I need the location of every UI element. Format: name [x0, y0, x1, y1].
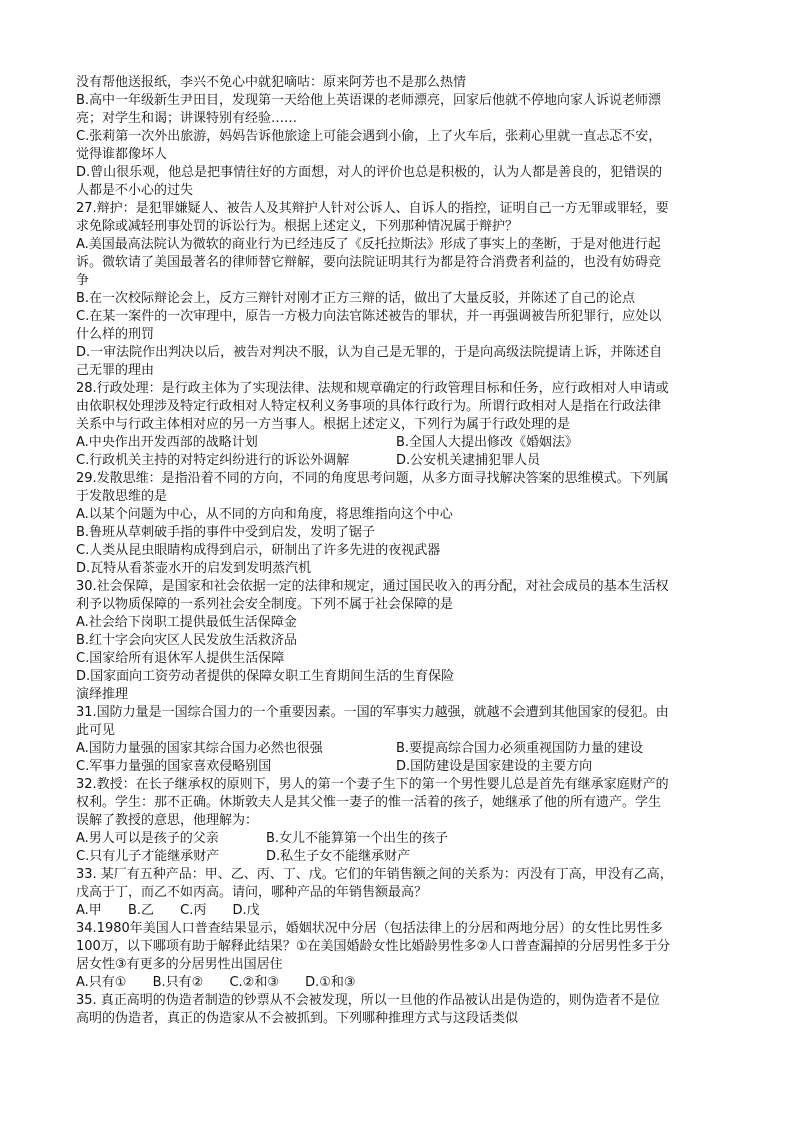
option-row	[76, 434, 720, 452]
text-line: B.鲁班从草刺破手指的事件中受到启发，发明了锯子	[76, 525, 376, 540]
text-line: 诉。微软请了美国最著名的律师替它辩解，要向法院证明其行为都是符合消费者利益的，也没有妨碍竞	[76, 255, 662, 270]
question-28: 28.行政处理：是行政主体为了实现法律、法规和规章确定的行政管理目标和任务，应行政相对人申请或	[76, 381, 669, 396]
option-d: D.戊	[232, 903, 260, 918]
question-32: 32.教授：在长子继承权的原则下，男人的第一个妻子生下的第一个男性婴儿总是首先有继承家庭财产的	[76, 777, 669, 792]
text-line: C.张莉第一次外出旅游，妈妈告诉他旅途上可能会遇到小偷，上了火车后，张莉心里就一直忐忑不安，	[76, 129, 662, 144]
document-page	[76, 74, 720, 1028]
text-line: 居女性③有更多的分居男性出国居住	[76, 957, 283, 972]
text-line: 关系中与行政主体相对应的另一方当事人。根据上述定义，下列行为属于行政处理的是	[76, 417, 571, 432]
option-a: A.中央作出开发西部的战略计划	[76, 435, 258, 450]
text-line: 没有帮他送报纸，李兴不免心中就犯嘀咕：原来阿芳也不是那么热情	[76, 75, 467, 90]
text-line: C.国家给所有退休军人提供生活保障	[76, 651, 285, 666]
option-d: D.国防建设是国家建设的主要方向	[396, 759, 593, 774]
text-line: 觉得谁都像坏人	[76, 147, 168, 162]
text-line: 什么样的刑罚	[76, 327, 155, 342]
option-row	[76, 452, 720, 470]
text-line: 高明的伪造者，真正的伪造家从不会被抓到。下列哪种推理方式与这段话类似	[76, 1011, 519, 1026]
option-b: B.要提高综合国力必须重视国防力量的建设	[396, 741, 644, 756]
option-b: B.乙	[127, 903, 155, 918]
text-line: 人都是不小心的过失	[76, 183, 194, 198]
option-b: B.全国人大提出修改《婚姻法》	[396, 435, 579, 450]
text-line: 戊高于丁，而乙不如丙高。请问，哪种产品的年销售额最高？	[76, 885, 428, 900]
text-line: 权利。学生：那不正确。休斯敦夫人是其父惟一妻子的惟一活着的孩子，她继承了他的所有遗产。学生	[76, 795, 662, 810]
block-1	[76, 74, 720, 434]
option-a: A.国防力量强的国家其综合国力必然也很强	[76, 741, 323, 756]
text-line: C.人类从昆虫眼睛构成得到启示，研制出了许多先进的夜视武器	[76, 543, 441, 558]
option-d: D.①和③	[305, 975, 356, 990]
option-a: A.只有①	[76, 975, 127, 990]
text-line: B.在一次校际辩论会上，反方三辩针对刚才正方三辩的话，做出了大量反驳，并陈述了自己的论点	[76, 291, 636, 306]
option-b: B.只有②	[152, 975, 204, 990]
block-2	[76, 470, 720, 740]
text-line: 此可见	[76, 723, 116, 738]
block-4	[76, 866, 720, 902]
option-row	[76, 830, 720, 848]
text-line: 己无罪的理由	[76, 363, 155, 378]
text-line: C.在某一案件的一次审理中，原告一方极力向法官陈述被告的罪状，并一再强调被告所犯罪行，应处以	[76, 309, 662, 324]
question-30: 30.社会保障，是国家和社会依据一定的法律和规定，通过国民收入的再分配，对社会成员的基本生活权	[76, 579, 669, 594]
section-heading: 演绎推理	[76, 687, 129, 702]
option-d: D.私生子女不能继承财产	[266, 849, 411, 864]
text-line: D.瓦特从看茶壶水开的启发到发明蒸汽机	[76, 561, 312, 576]
text-line: 求免除或减轻刑事处罚的诉讼行为。根据上述定义，下列那种情况属于辩护？	[76, 219, 519, 234]
text-line: D.一审法院作出判决以后，被告对判决不服，认为自己是无罪的，于是向高级法院提请上诉，并陈述自	[76, 345, 663, 360]
option-row	[76, 758, 720, 776]
text-line: D.国家面向工资劳动者提供的保障女职工生育期间生活的生育保险	[76, 669, 455, 684]
text-line: 亮；对学生和谒；讲课特别有经验……	[76, 111, 298, 126]
option-d: D.公安机关逮捕犯罪人员	[396, 453, 541, 468]
question-35: 35. 真正高明的伪造者制造的钞票从不会被发现，所以一旦他的作品被认出是伪造的，则伪造者不是位	[76, 993, 660, 1008]
option-c: C.丙	[180, 903, 207, 918]
option-a: A.男人可以是孩子的父亲	[76, 831, 219, 846]
text-line: 由依职权处理涉及特定行政相对人特定权利义务事项的具体行政行为。所谓行政相对人是指在行政法律	[76, 399, 662, 414]
question-34: 34.1980年美国人口普查结果显示，婚姻状况中分居（包括法律上的分居和两地分居）的女性比男性多	[76, 921, 663, 936]
question-27: 27.辩护：是犯罪嫌疑人、被告人及其辩护人针对公诉人、自诉人的指控，证明自己一方无罪或罪轻，要	[76, 201, 669, 216]
question-33: 33. 某厂有五种产品：甲、乙、丙、丁、戊。它们的年销售额之间的关系为：丙没有丁高，甲没有乙高，	[76, 867, 673, 882]
block-6	[76, 992, 720, 1028]
option-row	[76, 848, 720, 866]
option-c: C.军事力量强的国家喜欢侵略别国	[76, 759, 272, 774]
text-line: B.红十字会向灾区人民发放生活救济品	[76, 633, 298, 648]
option-c: C.只有儿子才能继承财产	[76, 849, 220, 864]
text-line: A.美国最高法院认为微软的商业行为已经违反了《反托拉斯法》形成了事实上的垄断，于是对他进行起	[76, 237, 661, 252]
text-line: B.高中一年级新生尹田目，发现第一天给他上英语课的老师漂亮，回家后他就不停地向家人诉说老师漂	[76, 93, 662, 108]
text-line: 误解了教授的意思，他理解为：	[76, 813, 259, 828]
option-c: C.②和③	[229, 975, 279, 990]
text-line: D.曾山很乐观，他总是把事情往好的方面想，对人的评价也总是积极的，认为人都是善良的，犯错误的	[76, 165, 663, 180]
option-row	[76, 974, 720, 992]
text-line: 100万，以下哪项有助于解释此结果？①在美国婚龄女性比婚龄男性多②人口普查漏掉的分居男性多于分	[76, 939, 671, 954]
text-line: 争	[76, 273, 90, 288]
option-row	[76, 740, 720, 758]
text-line: A.社会给下岗职工提供最低生活保障金	[76, 615, 297, 630]
text-line: A.以某个问题为中心，从不同的方向和角度，将思维指向这个中心	[76, 507, 453, 522]
question-31: 31.国防力量是一国综合国力的一个重要因素。一国的军事实力越强，就越不会遭到其他国家的侵犯。由	[76, 705, 669, 720]
question-29: 29.发散思维：是指沿着不同的方向，不同的角度思考问题，从多方面寻找解决答案的思维模式。下列属	[76, 471, 669, 486]
option-a: A.甲	[76, 903, 102, 918]
option-b: B.女儿不能算第一个出生的孩子	[266, 831, 449, 846]
block-5	[76, 920, 720, 974]
text-line: 利予以物质保障的一系列社会安全制度。下列不属于社会保障的是	[76, 597, 454, 612]
option-c: C.行政机关主持的对特定纠纷进行的诉讼外调解	[76, 453, 350, 468]
block-3	[76, 776, 720, 830]
option-row	[76, 902, 720, 920]
text-line: 于发散思维的是	[76, 489, 168, 504]
